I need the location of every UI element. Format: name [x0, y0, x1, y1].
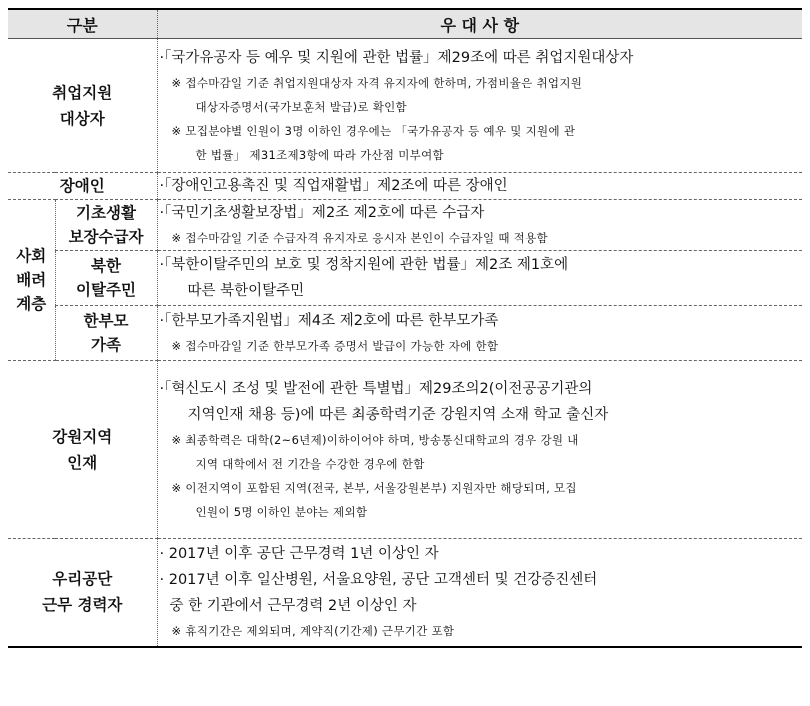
table-header: [8, 9, 802, 39]
note-cont: 한 법률」 제31조제3항에 따라 가산점 미부여함: [195, 147, 444, 162]
row-employment: [8, 39, 802, 173]
note: ※ 접수마감일 기준 한부모가족 증명서 발급이 가능한 자에 한함: [171, 339, 499, 353]
content-defector: [157, 251, 802, 306]
note: ※ 최종학력은 대학(2~6년제)이하이어야 하며, 방송통신대학교의 경우 강원 내: [171, 432, 579, 447]
bullet: · 2017년 이후 일산병원, 서울요양원, 공단 고객센터 및 건강증진센터: [159, 572, 598, 589]
note: ※ 이전지역이 포함된 지역(전국, 본부, 서울강원본부) 지원자만 해당되며, 모집: [171, 480, 577, 495]
bullet-cont: 지역인재 채용 등)에 따른 최종학력기준 강원지역 소재 학교 출신자: [187, 406, 609, 423]
content-career: [157, 539, 802, 647]
bullet: ·「국가유공자 등 예우 및 지원에 관한 법률」제29조에 따른 취업지원대상자: [159, 49, 634, 66]
content-employment: [157, 39, 802, 173]
bullet: · 2017년 이후 공단 근무경력 1년 이상인 자: [159, 546, 439, 563]
bullet: ·「북한이탈주민의 보호 및 정착지원에 관한 법률」제2조 제1호에: [159, 257, 569, 273]
category-gangwon: 강원지역 인재: [8, 361, 157, 539]
category-single-parent: 한부모 가족: [55, 306, 157, 361]
row-gangwon: [8, 361, 802, 539]
note: ※ 접수마감일 기준 취업지원대상자 자격 유지자에 한하며, 가점비율은 취업지원: [171, 75, 583, 90]
note-cont: 지역 대학에서 전 기간을 수강한 경우에 한함: [195, 456, 425, 471]
note-cont: 인원이 5명 이하인 분야는 제외함: [195, 504, 368, 519]
row-defector: [8, 251, 802, 306]
bullet-cont: 중 한 기관에서 근무경력 2년 이상인 자: [169, 598, 417, 615]
bullet: ·「장애인고용촉진 및 직업재활법」제2조에 따른 장애인: [159, 178, 508, 194]
bullet: ·「한부모가족지원법」제4조 제2호에 따른 한부모가족: [159, 313, 499, 329]
header-category: 구분: [8, 9, 157, 39]
note: ※ 접수마감일 기준 수급자격 유지자로 응시자 본인이 수급자일 때 적용함: [171, 231, 548, 245]
content-basic-living: [157, 200, 802, 251]
category-disabled: 장애인: [8, 173, 157, 200]
note-cont: 대상자증명서(국가보훈처 발급)로 확인함: [195, 99, 407, 114]
category-career: 우리공단 근무 경력자: [8, 539, 157, 647]
row-disabled: [8, 173, 802, 200]
bullet: ·「혁신도시 조성 및 발전에 관한 특별법」제29조의2(이전공공기관의: [159, 380, 593, 397]
content-single-parent: [157, 306, 802, 361]
row-career: [8, 539, 802, 647]
bullet: ·「국민기초생활보장법」제2조 제2호에 따른 수급자: [159, 205, 485, 221]
row-basic-living: [8, 200, 802, 251]
content-gangwon: [157, 361, 802, 539]
preference-table: [8, 8, 802, 648]
category-employment: 취업지원 대상자: [8, 39, 157, 173]
category-basic-living: 기초생활 보장수급자: [55, 200, 157, 251]
note: ※ 휴직기간은 제외되며, 계약직(기간제) 근무기간 포함: [171, 624, 455, 639]
row-single-parent: [8, 306, 802, 361]
content-disabled: [157, 173, 802, 200]
category-social: 사회 배려 계층: [8, 200, 55, 361]
bullet-cont: 따른 북한이탈주민: [187, 283, 305, 299]
header-benefits: 우 대 사 항: [157, 9, 802, 39]
note: ※ 모집분야별 인원이 3명 이하인 경우에는 「국가유공자 등 예우 및 지원에 관: [171, 123, 576, 138]
category-defector: 북한 이탈주민: [55, 251, 157, 306]
